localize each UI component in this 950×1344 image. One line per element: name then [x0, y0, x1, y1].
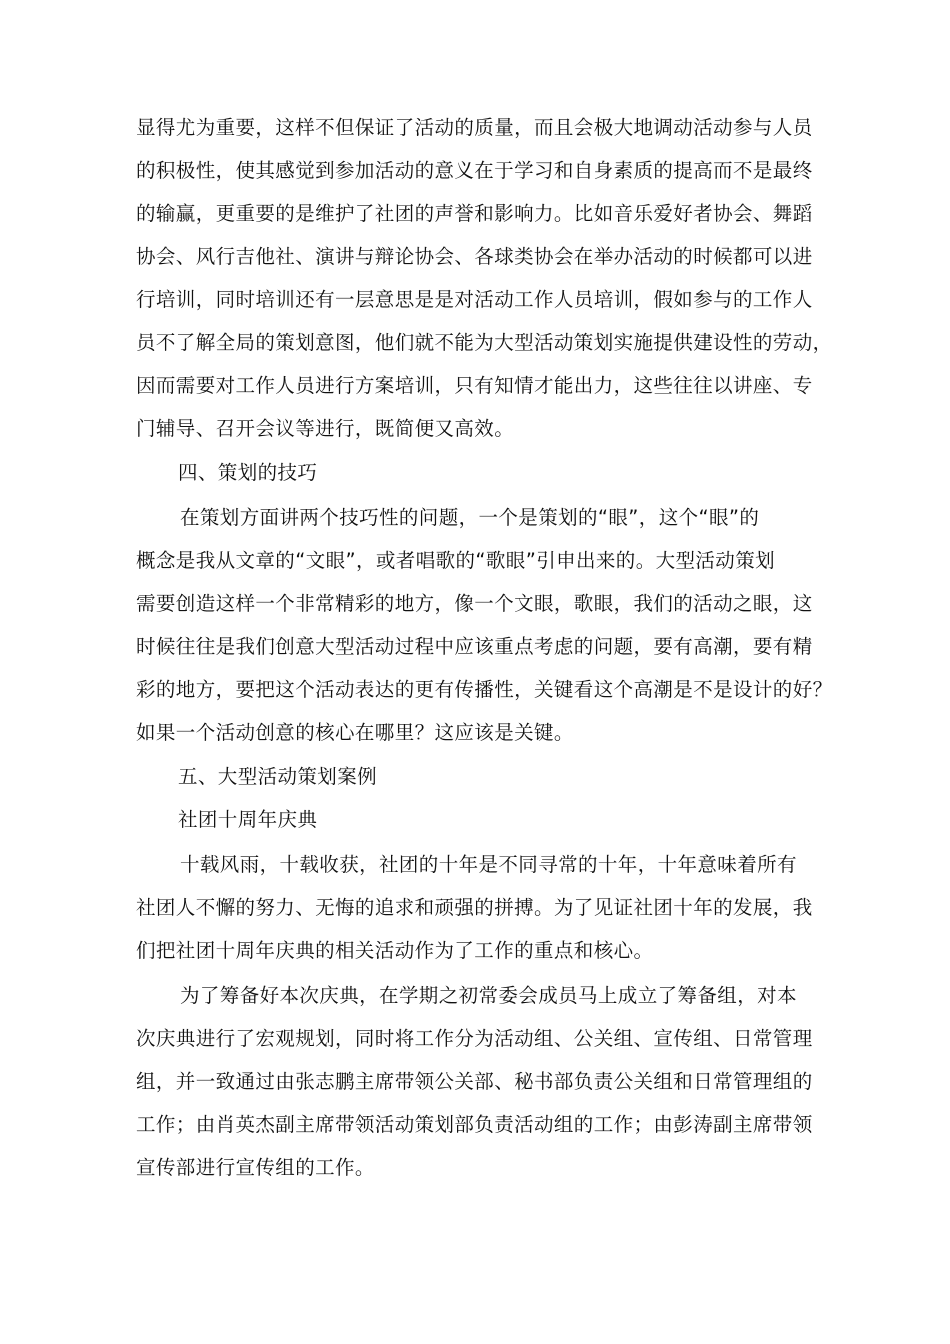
case-title: 社团十周年庆典	[178, 808, 318, 831]
paragraph-line: 因而需要对工作人员进行方案培训，只有知情才能出力，这些往往以讲座、专	[136, 374, 813, 397]
paragraph-line: 社团人不懈的努力、无悔的追求和顽强的拼搏。为了见证社团十年的发展，我	[136, 896, 813, 919]
paragraph-line: 次庆典进行了宏观规划，同时将工作分为活动组、公关组、宣传组、日常管理	[136, 1027, 813, 1050]
paragraph-line: 协会、风行吉他社、演讲与辩论协会、各球类协会在举办活动的时候都可以进	[136, 245, 813, 268]
paragraph-line: 如果一个活动创意的核心在哪里？这应该是关键。	[136, 721, 574, 744]
paragraph-line: 门辅导、召开会议等进行，既简便又高效。	[136, 417, 515, 440]
paragraph-line: 员不了解全局的策划意图，他们就不能为大型活动策划实施提供建设性的劳动，	[136, 331, 833, 354]
paragraph-line: 在策划方面讲两个技巧性的问题，一个是策划的“眼”，这个“眼”的	[180, 506, 760, 529]
paragraph-line: 显得尤为重要，这样不但保证了活动的质量，而且会极大地调动活动参与人员	[136, 116, 813, 139]
paragraph-line: 工作；由肖英杰副主席带领活动策划部负责活动组的工作；由彭涛副主席带领	[136, 1113, 813, 1136]
section-heading-5: 五、大型活动策划案例	[178, 765, 378, 788]
paragraph-line: 的输赢，更重要的是维护了社团的声誉和影响力。比如音乐爱好者协会、舞蹈	[136, 202, 813, 225]
paragraph-line: 概念是我从文章的“文眼”，或者唱歌的“歌眼”引申出来的。大型活动策划	[136, 549, 776, 572]
paragraph-line: 行培训，同时培训还有一层意思是是对活动工作人员培训，假如参与的工作人	[136, 288, 813, 311]
paragraph-line: 彩的地方，要把这个活动表达的更有传播性，关键看这个高潮是不是设计的好？	[136, 678, 833, 701]
section-heading-4: 四、策划的技巧	[178, 461, 318, 484]
paragraph-line: 们把社团十周年庆典的相关活动作为了工作的重点和核心。	[136, 939, 654, 962]
paragraph-line: 的积极性，使其感觉到参加活动的意义在于学习和自身素质的提高而不是最终	[136, 159, 813, 182]
paragraph-line: 时候往往是我们创意大型活动过程中应该重点考虑的问题，要有高潮，要有精	[136, 635, 813, 658]
paragraph-line: 十载风雨，十载收获，社团的十年是不同寻常的十年，十年意味着所有	[180, 853, 797, 876]
paragraph-line: 需要创造这样一个非常精彩的地方，像一个文眼，歌眼，我们的活动之眼，这	[136, 592, 813, 615]
paragraph-line: 宣传部进行宣传组的工作。	[136, 1156, 375, 1179]
paragraph-line: 为了筹备好本次庆典，在学期之初常委会成员马上成立了筹备组，对本	[180, 984, 797, 1007]
paragraph-line: 组，并一致通过由张志鹏主席带领公关部、秘书部负责公关组和日常管理组的	[136, 1070, 813, 1093]
